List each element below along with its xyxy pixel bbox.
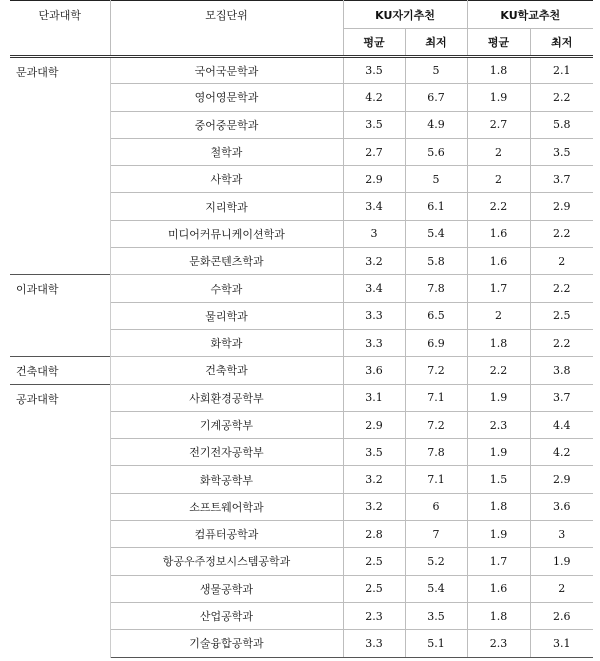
- grade-table: [10, 0, 593, 658]
- school-avg-value: 2.2: [467, 357, 530, 384]
- unit-name: 산업공학과: [110, 602, 343, 629]
- self-min-value: 7.1: [405, 384, 467, 411]
- self-min-value: 7.8: [405, 275, 467, 302]
- self-avg-value: 3.3: [343, 302, 405, 329]
- self-avg-value: 2.3: [343, 602, 405, 629]
- unit-name: 기술융합공학과: [110, 630, 343, 657]
- self-min-value: 6.9: [405, 329, 467, 356]
- self-min-value: 6.7: [405, 84, 467, 111]
- school-avg-value: 1.7: [467, 548, 530, 575]
- self-avg-value: 3.5: [343, 439, 405, 466]
- header-unit: 모집단위: [110, 1, 343, 57]
- school-min-value: 3.1: [530, 630, 593, 657]
- self-avg-value: 3.2: [343, 466, 405, 493]
- school-avg-value: 2.2: [467, 193, 530, 220]
- self-min-value: 7.1: [405, 466, 467, 493]
- unit-name: 전기전자공학부: [110, 439, 343, 466]
- college-name: 건축대학: [10, 357, 110, 384]
- school-avg-value: 2.7: [467, 111, 530, 138]
- college-name: 이과대학: [10, 275, 110, 357]
- unit-name: 국어국문학과: [110, 57, 343, 84]
- self-avg-value: 3.2: [343, 493, 405, 520]
- unit-name: 철학과: [110, 138, 343, 165]
- school-min-value: 4.4: [530, 411, 593, 438]
- school-min-value: 2.9: [530, 193, 593, 220]
- self-min-value: 5.6: [405, 138, 467, 165]
- school-avg-value: 2.3: [467, 630, 530, 657]
- self-avg-value: 4.2: [343, 84, 405, 111]
- unit-name: 화학과: [110, 329, 343, 356]
- school-avg-value: 1.6: [467, 248, 530, 275]
- school-avg-value: 2: [467, 138, 530, 165]
- header-self-min: 최저: [405, 29, 467, 57]
- school-avg-value: 1.8: [467, 493, 530, 520]
- self-min-value: 6.5: [405, 302, 467, 329]
- school-avg-value: 2: [467, 302, 530, 329]
- self-avg-value: 2.9: [343, 411, 405, 438]
- school-min-value: 2.9: [530, 466, 593, 493]
- self-avg-value: 2.8: [343, 521, 405, 548]
- self-avg-value: 3.3: [343, 329, 405, 356]
- table-row: [10, 57, 593, 84]
- school-avg-value: 1.9: [467, 521, 530, 548]
- self-min-value: 4.9: [405, 111, 467, 138]
- school-avg-value: 1.8: [467, 602, 530, 629]
- self-avg-value: 3.5: [343, 57, 405, 84]
- self-min-value: 6.1: [405, 193, 467, 220]
- unit-name: 소프트웨어학과: [110, 493, 343, 520]
- school-avg-value: 2.3: [467, 411, 530, 438]
- table-body: [10, 57, 593, 658]
- self-avg-value: 3: [343, 220, 405, 247]
- school-avg-value: 1.9: [467, 439, 530, 466]
- school-min-value: 5.8: [530, 111, 593, 138]
- school-min-value: 4.2: [530, 439, 593, 466]
- unit-name: 문화콘텐츠학과: [110, 248, 343, 275]
- self-avg-value: 2.5: [343, 575, 405, 602]
- school-min-value: 3.7: [530, 384, 593, 411]
- self-min-value: 5: [405, 57, 467, 84]
- school-min-value: 2: [530, 575, 593, 602]
- school-avg-value: 1.8: [467, 329, 530, 356]
- table-row: [10, 384, 593, 411]
- header-college: 단과대학: [10, 1, 110, 57]
- school-min-value: 3: [530, 521, 593, 548]
- school-min-value: 2.6: [530, 602, 593, 629]
- unit-name: 미디어커뮤니케이션학과: [110, 220, 343, 247]
- school-min-value: 2.5: [530, 302, 593, 329]
- self-min-value: 7: [405, 521, 467, 548]
- self-avg-value: 2.7: [343, 138, 405, 165]
- school-avg-value: 1.8: [467, 57, 530, 84]
- header-school-avg: 평균: [467, 29, 530, 57]
- self-avg-value: 2.5: [343, 548, 405, 575]
- school-avg-value: 1.7: [467, 275, 530, 302]
- table-row: [10, 275, 593, 302]
- header-self-avg: 평균: [343, 29, 405, 57]
- unit-name: 컴퓨터공학과: [110, 521, 343, 548]
- school-min-value: 1.9: [530, 548, 593, 575]
- header-ku-self: KU자기추천: [343, 1, 467, 29]
- school-avg-value: 1.6: [467, 575, 530, 602]
- school-min-value: 3.7: [530, 166, 593, 193]
- self-avg-value: 3.4: [343, 275, 405, 302]
- school-avg-value: 1.9: [467, 384, 530, 411]
- school-avg-value: 1.6: [467, 220, 530, 247]
- self-min-value: 7.8: [405, 439, 467, 466]
- college-name: 문과대학: [10, 57, 110, 275]
- self-min-value: 5.2: [405, 548, 467, 575]
- unit-name: 건축학과: [110, 357, 343, 384]
- self-avg-value: 3.2: [343, 248, 405, 275]
- self-avg-value: 3.1: [343, 384, 405, 411]
- self-avg-value: 2.9: [343, 166, 405, 193]
- self-min-value: 3.5: [405, 602, 467, 629]
- self-avg-value: 3.3: [343, 630, 405, 657]
- self-min-value: 6: [405, 493, 467, 520]
- school-min-value: 2.2: [530, 275, 593, 302]
- self-min-value: 7.2: [405, 411, 467, 438]
- unit-name: 중어중문학과: [110, 111, 343, 138]
- unit-name: 사회환경공학부: [110, 384, 343, 411]
- unit-name: 항공우주정보시스템공학과: [110, 548, 343, 575]
- school-min-value: 2.1: [530, 57, 593, 84]
- school-min-value: 2.2: [530, 329, 593, 356]
- self-min-value: 7.2: [405, 357, 467, 384]
- self-min-value: 5.4: [405, 575, 467, 602]
- self-avg-value: 3.6: [343, 357, 405, 384]
- table-row: [10, 357, 593, 384]
- unit-name: 물리학과: [110, 302, 343, 329]
- unit-name: 영어영문학과: [110, 84, 343, 111]
- school-min-value: 2.2: [530, 220, 593, 247]
- school-min-value: 2.2: [530, 84, 593, 111]
- school-avg-value: 2: [467, 166, 530, 193]
- header-ku-school: KU학교추천: [467, 1, 593, 29]
- unit-name: 지리학과: [110, 193, 343, 220]
- school-min-value: 3.6: [530, 493, 593, 520]
- unit-name: 생물공학과: [110, 575, 343, 602]
- school-avg-value: 1.9: [467, 84, 530, 111]
- unit-name: 기계공학부: [110, 411, 343, 438]
- unit-name: 수학과: [110, 275, 343, 302]
- header-school-min: 최저: [530, 29, 593, 57]
- unit-name: 사학과: [110, 166, 343, 193]
- self-min-value: 5.4: [405, 220, 467, 247]
- school-min-value: 3.8: [530, 357, 593, 384]
- school-min-value: 3.5: [530, 138, 593, 165]
- self-avg-value: 3.4: [343, 193, 405, 220]
- school-avg-value: 1.5: [467, 466, 530, 493]
- unit-name: 화학공학부: [110, 466, 343, 493]
- self-min-value: 5: [405, 166, 467, 193]
- self-avg-value: 3.5: [343, 111, 405, 138]
- self-min-value: 5.8: [405, 248, 467, 275]
- college-name: 공과대학: [10, 384, 110, 657]
- self-min-value: 5.1: [405, 630, 467, 657]
- school-min-value: 2: [530, 248, 593, 275]
